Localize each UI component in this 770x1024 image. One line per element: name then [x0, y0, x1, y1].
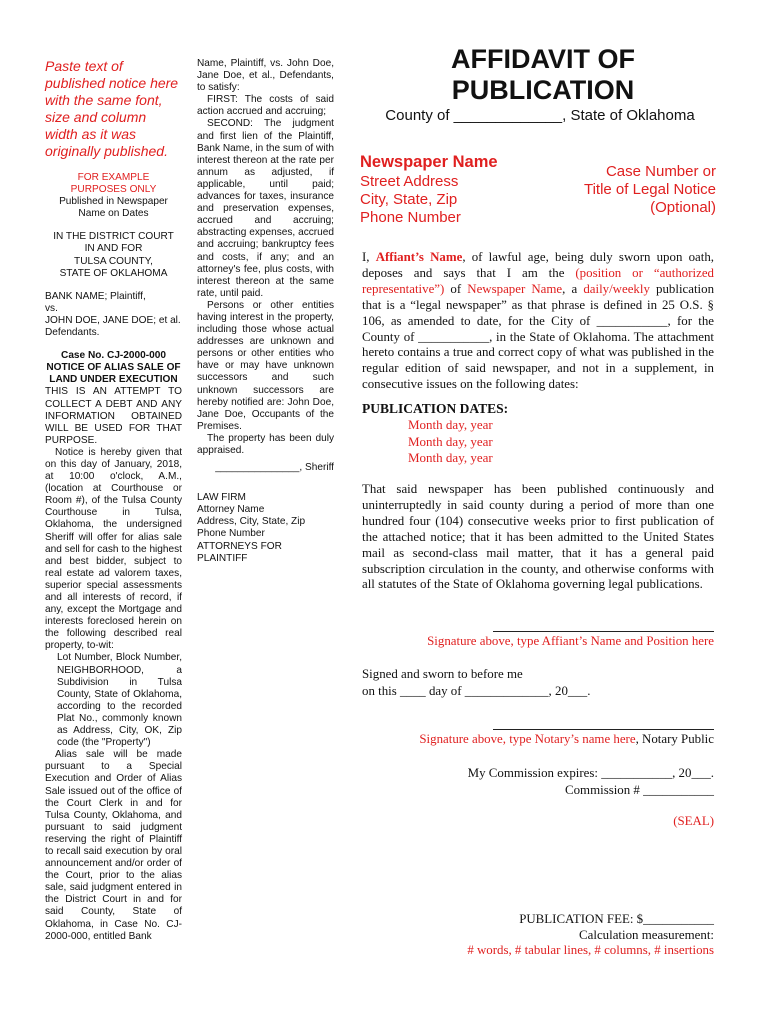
attorney-phone: Phone Number [197, 528, 265, 540]
case-line-3: (Optional) [650, 199, 716, 216]
second-item: SECOND: The judgment and first lien of the Plaintiff, Bank Name, in the sum of with interest thereon at the rate per annum as adjusted, if applicable, until paid; advances for taxes, insurance and preservation expenses, accrued and accruing; abstracting expenses, accrued and accruing; bankruptcy fees and costs, if any; and an attorney's fee, plus costs, with interest thereon at the same rate, until paid. [197, 118, 334, 299]
sworn-statement [362, 666, 714, 699]
notice-column-1 [45, 58, 182, 943]
continuity-paragraph: That said newspaper has been published continuously and uninterruptedly in said county during a period of more than one hundred four (104) consecutive weeks prior to first publication of the attached notice; that it has been admitted to the United States mail as second-class mail matter, that it has a general paid subscription circulation in the county, and otherwise conforms with all statutes of the State of Oklahoma governing legal publications. [362, 482, 714, 592]
fee-block [362, 912, 714, 959]
paste-instruction: Paste text of published notice here with the same font, size and column width as it was originally published. [45, 58, 179, 159]
publication-date: Month day, year [408, 433, 493, 449]
commission-expires: My Commission expires: ___________, 20___. [467, 766, 714, 780]
newspaper-phone: Phone Number [360, 209, 461, 226]
notice-paragraph-1: Notice is hereby given that on this day of January, 2018, at 10:00 o'clock, A.M., (location at Courthouse or Room #), of the Tulsa County Courthouse in Tulsa, Oklahoma, the undersigned Sheriff will offer for alias sale and sell for cash to the highest and best bidder, subject to real estate ad valorem taxes, superior special assessments and all interests of record, if any, except the Mortgage and interests foreclosed herein on the following described real property, to-wit: [45, 446, 182, 652]
body-text: I, [362, 250, 376, 264]
body-text: , of lawful age, being duly sworn upon oath, deposes and says that I am the [362, 250, 714, 280]
commission-block [362, 765, 714, 798]
notary-name-field: Signature above, type Notary’s name here [419, 732, 636, 746]
notice-column-2 [197, 58, 334, 565]
publication-fee: PUBLICATION FEE: $___________ [519, 912, 714, 926]
title-line-2: PUBLICATION [451, 75, 635, 105]
first-item: FIRST: The costs of said action accrued and accruing; [197, 94, 334, 118]
calculation-label: Calculation measurement: [579, 927, 714, 942]
col2-paragraph-1: Name, Plaintiff, vs. John Doe, Jane Doe, et al., Defendants, to satisfy: [197, 58, 334, 94]
newspaper-block [360, 152, 560, 227]
parties-defendants: Defendants. [45, 327, 100, 339]
law-firm: LAW FIRM [197, 492, 246, 504]
case-line-1: Case Number or [605, 163, 716, 180]
newspaper-name: Newspaper Name [360, 153, 498, 171]
affidavit-body [362, 250, 714, 393]
seal-label: (SEAL) [673, 814, 714, 828]
affiant-name: Affiant’s Name [375, 250, 463, 264]
sheriff-line: _______________, Sheriff [215, 462, 334, 474]
body-text: of [444, 281, 468, 296]
parties-plaintiff: BANK NAME; Plaintiff, [45, 290, 146, 302]
sworn-line-1: Signed and sworn to before me [362, 667, 523, 681]
notice-title: NOTICE OF ALIAS SALE OF LAND UNDER EXECUTION [46, 362, 181, 386]
affiant-signature-caption: Signature above, type Affiant’s Name and Position here [427, 634, 714, 648]
court-line-4: STATE OF OKLAHOMA [59, 267, 168, 279]
publication-date: Month day, year [408, 450, 493, 465]
newspaper-city: City, State, Zip [360, 191, 458, 208]
debt-notice: THIS IS AN ATTEMPT TO COLLECT A DEBT AND ANY INFORMATION OBTAINED WILL BE USED FOR THAT PURPOSE. [45, 386, 182, 446]
position-field: (position or “authorized representative”) [362, 265, 714, 296]
example-dates: Name on Dates [78, 208, 149, 220]
newspaper-street: Street Address [360, 173, 459, 190]
commission-number: Commission # ___________ [565, 782, 714, 797]
affidavit-title [400, 44, 686, 106]
publication-date: Month day, year [408, 417, 493, 432]
parties-vs: vs. [45, 302, 58, 314]
county-line: County of _____________, State of Oklahoma [385, 107, 695, 124]
affiant-signature-line [493, 631, 714, 632]
attorney-name: Attorney Name [197, 504, 265, 516]
notice-paragraph-2: Alias sale will be made pursuant to a Special Execution and Order of Alias Sale issued out of the office of the Court Clerk in and for Tulsa County, Oklahoma, and pursuant to said judgment reserving the right of Plaintiff to recall said execution by oral announcement and/or order of the Court, prior to the alias sale, said judgment entered in the District Court in and for said County, State of Oklahoma, in Case No. CJ-2000-000, entitled Bank [45, 749, 182, 942]
newspaper-ref: Newspaper Name [467, 281, 563, 296]
notary-signature-line [493, 729, 714, 730]
attorneys-for: ATTORNEYS FOR [197, 540, 282, 552]
plaintiff-label: PLAINTIFF [197, 552, 248, 564]
example-label-1: FOR EXAMPLE [77, 172, 150, 183]
body-text: publication that is a “legal newspaper” as that phrase is defined in 25 O.S. § 106, as amended to date, for the City of ___________, for the County of ___________, in the State of Oklahoma. The attachment hereto contains a true and correct copy of what was published in the regular edition of said newspaper, and not in a supplement, in consecutive issues on the following dates: [362, 281, 715, 392]
calculation-detail: # words, # tabular lines, # columns, # insertions [467, 943, 714, 957]
sworn-line-2: on this ____ day of _____________, 20___. [362, 683, 591, 698]
property-description: Lot Number, Block Number, NEIGHBORHOOD, a Subdivision in Tulsa County, State of Oklahoma, according to the recorded Plat No., commonly known as Address, City, OK, Zip code (the "Property") [57, 652, 182, 749]
attorney-address: Address, City, State, Zip [197, 516, 306, 528]
court-line-2: IN AND FOR [84, 243, 143, 255]
case-number: Case No. CJ-2000-000 [61, 350, 166, 362]
body-text: , a [562, 281, 584, 296]
title-line-1: AFFIDAVIT OF [451, 44, 635, 74]
frequency-field: daily/weekly [583, 281, 650, 296]
example-label-2: PURPOSES ONLY [70, 184, 157, 196]
publication-dates-heading: PUBLICATION DATES: [362, 401, 509, 416]
court-line-1: IN THE DISTRICT COURT [53, 231, 174, 243]
case-line-2: Title of Legal Notice [583, 181, 716, 198]
notary-public-label: , Notary Public [635, 732, 714, 746]
case-block [560, 163, 716, 217]
example-published: Published in Newspaper [59, 196, 168, 208]
publication-dates [408, 417, 493, 467]
appraised-paragraph: The property has been duly appraised. [197, 432, 334, 456]
parties-defendants-names: JOHN DOE, JANE DOE; et al. [45, 314, 181, 326]
persons-paragraph: Persons or other entities having interest in the property, including those whose actual addresses are unknown and persons or other entities who have or may have unknown successors and such unknown successors are hereby notified are: John Doe, Jane Doe, Occupants of the Premises. [197, 299, 334, 432]
notary-signature-caption [362, 732, 714, 747]
court-line-3: TULSA COUNTY, [74, 255, 153, 267]
